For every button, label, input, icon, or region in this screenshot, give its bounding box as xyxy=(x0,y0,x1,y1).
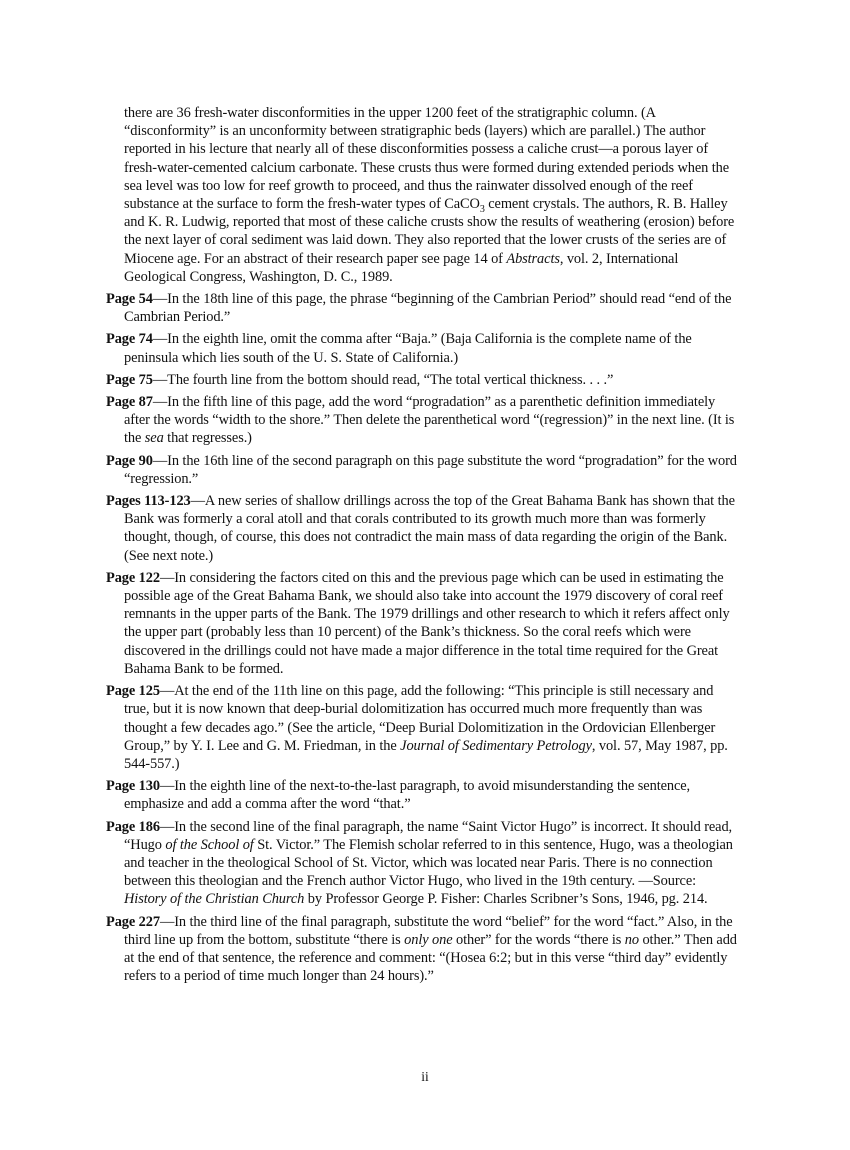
italic-text: only one xyxy=(404,931,453,948)
erratum-entry xyxy=(106,371,738,389)
text-segment: St. Victor.” The Flemish scholar referred to in this sentence, Hugo, was a theologian and teacher in the theological School of St. Victor, which was located near Paris. There is no connection between this theologian and the French author Victor Hugo, who lived in the 19th century. —Source: xyxy=(124,836,733,890)
text-segment: other” for the words “there is xyxy=(452,931,625,948)
text-segment: , vol. 57, May 1987, pp. 544-557.) xyxy=(124,737,728,772)
erratum-entry xyxy=(106,913,738,986)
erratum-entry xyxy=(106,290,738,326)
erratum-page-label: Page 227 xyxy=(106,913,160,930)
italic-text: History of the Christian Church xyxy=(124,891,305,908)
erratum-entry xyxy=(106,818,738,909)
text-segment: —The fourth line from the bottom should read, “The total vertical thickness. . . .” xyxy=(152,371,614,388)
erratum-entry xyxy=(106,492,738,565)
erratum-entry xyxy=(106,330,738,366)
erratum-entry xyxy=(106,569,738,678)
erratum-entry xyxy=(106,682,738,773)
text-segment: —In the third line of the final paragraph, substitute the word “belief” for the word “fact.” Also, in the third line up from the bottom, substitute “there is xyxy=(124,913,733,948)
erratum-page-label: Page 122 xyxy=(106,569,160,586)
text-segment: —In the eighth line of the next-to-the-last paragraph, to avoid misunderstanding the sentence, emphasize and add a comma after the word “that.” xyxy=(124,778,691,813)
text-segment: there are 36 fresh-water disconformities in the upper 1200 feet of the stratigraphic column. (A “disconformity” is an unconformity between stratigraphic beds (layers) which are parallel.) The author reported in his lecture that nearly all of these disconformities possess a caliche crust—a porous layer of fresh-water-cemented calcium carbonate. These crusts thus were formed during extended periods when the sea level was too low for reef growth to proceed, and thus the rainwater dissolved enough of the reef substance at the surface to form the fresh-water types of CaCO xyxy=(124,105,730,213)
text-segment: —In the 16th line of the second paragraph on this page substitute the word “progradation” for the word “regression.” xyxy=(124,452,737,487)
italic-text: of the School of xyxy=(165,836,254,853)
text-segment: —In the eighth line, omit the comma after “Baja.” (Baja California is the complete name of the peninsula which lies south of the U. S. State of California.) xyxy=(124,331,692,366)
erratum-page-label: Page 130 xyxy=(106,778,160,795)
text-segment: that regresses.) xyxy=(163,430,252,447)
erratum-page-label: Page 87 xyxy=(106,394,153,411)
erratum-page-label: Pages 113-123 xyxy=(106,493,191,510)
page-number: ii xyxy=(421,1069,429,1084)
text-segment: —In the 18th line of this page, the phrase “beginning of the Cambrian Period” should read “end of the Cambrian Period.” xyxy=(124,291,732,326)
erratum-page-label: Page 90 xyxy=(106,452,153,469)
erratum-page-label: Page 54 xyxy=(106,291,153,308)
text-segment: —In the second line of the final paragraph, the name “Saint Victor Hugo” is incorrect. It should read, “Hugo xyxy=(124,818,733,853)
text-segment: —In the fifth line of this page, add the word “progradation” as a parenthetic definition immediately after the words “width to the shore.” Then delete the parenthetical word “(regression)” in the next line. (It is the xyxy=(124,394,735,447)
page-text xyxy=(106,104,738,985)
erratum-entry xyxy=(106,452,738,488)
continued-paragraph xyxy=(124,104,738,286)
errata-list xyxy=(106,290,738,985)
italic-text: Journal of Sedimentary Petrology xyxy=(400,737,592,754)
italic-text: no xyxy=(624,931,639,948)
erratum-page-label: Page 74 xyxy=(106,331,153,348)
erratum-entry xyxy=(106,777,738,813)
italic-text: Abstracts xyxy=(506,250,560,267)
text-segment: cement crystals. The authors, R. B. Halley and K. R. Ludwig, reported that most of these caliche crusts show the results of weathering (erosion) before the next layer of coral sediment was laid down. They also reported that the lower crusts of the series are of Miocene age. For an abstract of their research paper see page 14 of xyxy=(124,196,735,267)
text-segment: by Professor George P. Fisher: Charles Scribner’s Sons, 1946, pg. 214. xyxy=(304,891,708,908)
subscript-text: 3 xyxy=(479,203,485,215)
erratum-page-label: Page 186 xyxy=(106,818,160,835)
erratum-page-label: Page 125 xyxy=(106,683,160,700)
text-segment: —A new series of shallow drillings across the top of the Great Bahama Bank has shown that the Bank was formerly a coral atoll and that corals contributed to its growth much more than was formerly thought, though, of course, this does not contradict the main mass of data regarding the origin of the Bank. (See next note.) xyxy=(124,493,735,564)
text-segment: , vol. 2, International Geological Congress, Washington, D. C., 1989. xyxy=(124,250,679,285)
text-segment: —In considering the factors cited on this and the previous page which can be used in estimating the possible age of the Great Bahama Bank, we should also take into account the 1979 discovery of coral reef remnants in the upper parts of the Bank. The 1979 drillings and other research to which it refers affect only the upper part (probably less than 10 percent) of the Bank’s thickness. So the coral reefs which were discovered in the drillings could not have made a major difference in the total time required for the Great Bahama Bank to be formed. xyxy=(124,569,730,677)
erratum-entry xyxy=(106,393,738,448)
italic-text: sea xyxy=(144,430,164,447)
text-segment: —At the end of the 11th line on this page, add the following: “This principle is still necessary and true, but it is now known that deep-burial dolomitization has occurred much more frequently than was thought a few decades ago.” (See the article, “Deep Burial Dolomitization in the Ordovician Ellenberger Group,” by Y. I. Lee and G. M. Friedman, in the xyxy=(124,683,716,754)
text-segment: other.” Then add at the end of that sentence, the reference and comment: “(Hosea 6:2; but in this verse “third day” evidently refers to a period of time much longer than 24 hours).” xyxy=(124,931,737,985)
erratum-page-label: Page 75 xyxy=(106,371,153,388)
